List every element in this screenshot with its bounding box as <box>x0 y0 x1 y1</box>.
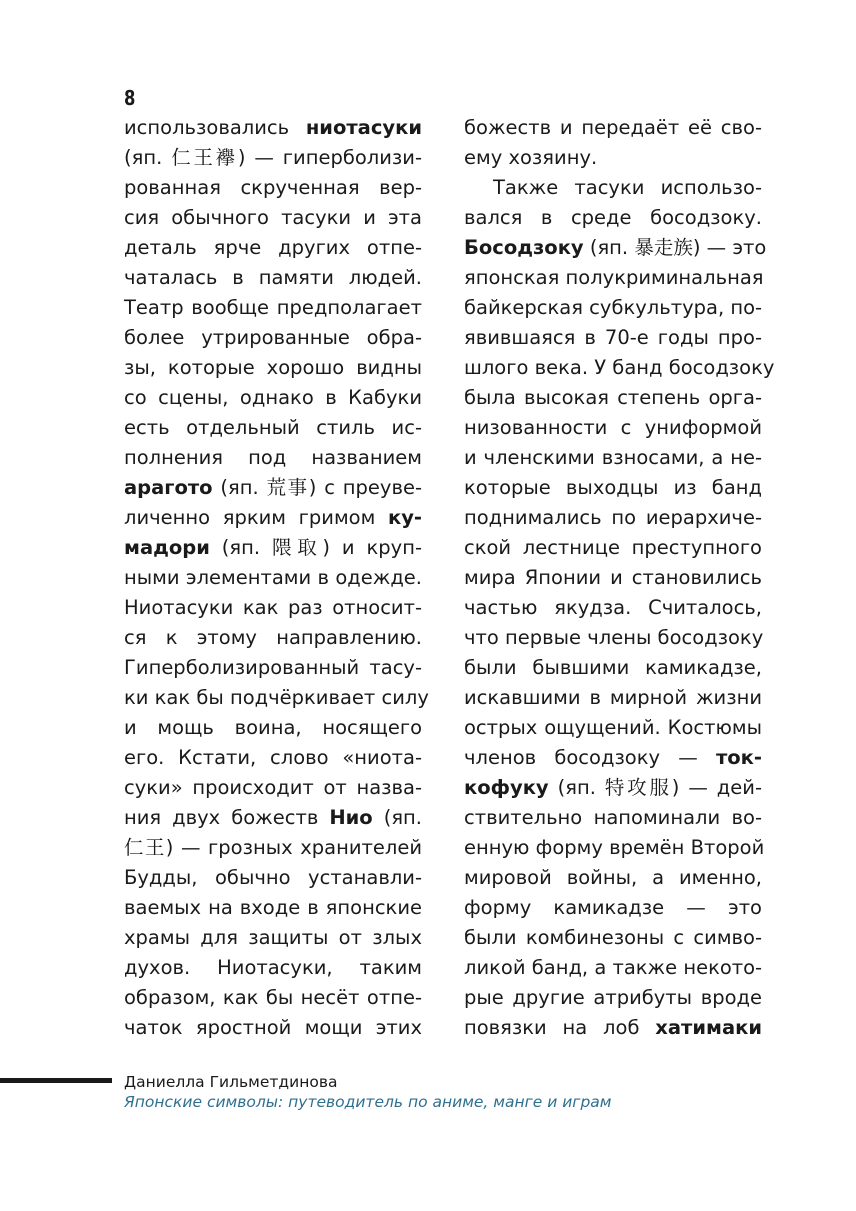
text-line: ки как бы подчёркивает силу <box>124 686 429 709</box>
text-line: членов босодзоку — ток- <box>464 746 762 769</box>
term-nio: Нио <box>329 806 373 829</box>
text-line: использовались ниотасуки <box>124 116 422 139</box>
text-line: рые другие атрибуты вроде <box>464 986 762 1009</box>
term-aragoto: арагото <box>124 476 213 499</box>
text-line: 仁王) — грозных хранителей <box>124 836 422 859</box>
term-hachimaki: хатимаки <box>655 1016 762 1039</box>
text-line: духов. Ниотасуки, таким <box>124 956 422 979</box>
text-line: и членскими взносами, а не- <box>464 446 762 469</box>
text-line: мировой войны, а именно, <box>464 866 762 889</box>
term-tokkofuku-part2: кофуку <box>464 776 549 799</box>
text-line: была высокая степень орга- <box>464 386 762 409</box>
left-text-column <box>124 113 429 1043</box>
term-kumadori-part1: ку- <box>387 506 422 529</box>
text-line: деталь ярче других отпе- <box>124 236 422 259</box>
text-line: были бывшими камикадзе, <box>464 656 762 679</box>
text-line: есть отдельный стиль ис- <box>124 416 422 439</box>
text-line: (яп. 仁王襷) — гиперболизи- <box>124 146 422 169</box>
text-line: ему хозяину. <box>464 146 598 169</box>
text-line: повязки на лоб хатимаки <box>464 1016 762 1039</box>
text-line: шлого века. У банд босодзоку <box>464 356 775 379</box>
text-line: ными элементами в одежде. <box>124 566 422 589</box>
text-line: искавшими в мирной жизни <box>464 686 762 709</box>
text-line: были комбинезоны с симво- <box>464 926 762 949</box>
text-line: Ниотасуки как раз относит- <box>124 596 422 619</box>
text-line: личенно ярким гримом ку- <box>124 506 422 529</box>
text-line: рованная скрученная вер- <box>124 176 422 199</box>
text-line: сия обычного тасуки и эта <box>124 206 422 229</box>
text-line: божеств и передаёт её сво- <box>464 116 762 139</box>
text-line: ваемых на входе в японские <box>124 896 422 919</box>
term-kumadori-part2: мадори <box>124 536 210 559</box>
paragraph-start-line: Также тасуки использо- <box>493 176 762 199</box>
text-line: Будды, обычно устанавли- <box>124 866 422 889</box>
text-line: со сцены, однако в Кабуки <box>124 386 422 409</box>
text-line: храмы для защиты от злых <box>124 926 422 949</box>
text-line: кофуку (яп. 特攻服) — дей- <box>464 776 762 799</box>
text-line: что первые члены босодзоку <box>464 626 764 649</box>
text-line: поднимались по иерархиче- <box>464 506 762 529</box>
text-line: более утрированные обра- <box>124 326 422 349</box>
text-line: енную форму времён Второй <box>464 836 765 859</box>
text-line: ся к этому направлению. <box>124 626 422 649</box>
text-line: образом, как бы несёт отпе- <box>124 986 422 1009</box>
text-line: Гиперболизированный тасу- <box>124 656 422 679</box>
text-line: низованности с униформой <box>464 416 762 439</box>
text-line: полнения под названием <box>124 446 422 469</box>
text-line: мадори (яп. 隈取) и круп- <box>124 536 422 559</box>
text-line: частью якудза. Считалось, <box>464 596 762 619</box>
text-line: японская полукриминальная <box>464 266 764 289</box>
text-line: ния двух божеств Нио (яп. <box>124 806 422 829</box>
footer-author: Даниелла Гильметдинова <box>124 1073 338 1091</box>
text-line: байкерская субкультура, по- <box>464 296 763 319</box>
term-bosozoku: Босодзоку <box>464 236 584 259</box>
text-line: чаток яростной мощи этих <box>124 1016 422 1039</box>
right-text-column <box>464 113 775 1043</box>
text-line: чаталась в памяти людей. <box>124 266 422 289</box>
text-line: Босодзоку (яп. 暴走族) — это <box>464 236 767 259</box>
text-line: ликой банд, а также некото- <box>464 956 763 979</box>
text-line: его. Кстати, слово «ниота- <box>124 746 422 769</box>
term-tokkofuku-part1: ток- <box>715 746 762 769</box>
page-number: 8 <box>124 86 135 110</box>
text-line: Театр вообще предполагает <box>124 296 422 319</box>
text-line: ствительно напоминали во- <box>464 806 762 829</box>
text-line: арагото (яп. 荒事) с преуве- <box>124 476 422 499</box>
text-line: мира Японии и становились <box>464 566 762 589</box>
text-line: которые выходцы из банд <box>464 476 762 499</box>
text-line: и мощь воина, носящего <box>124 716 422 739</box>
footer-rule <box>0 1078 112 1083</box>
text-line: явившаяся в 70-е годы про- <box>464 326 762 349</box>
text-line: суки» происходит от назва- <box>124 776 422 799</box>
term-niotasuki: ниотасуки <box>305 116 422 139</box>
text-line: ской лестнице преступного <box>464 536 762 559</box>
text-line: форму камикадзе — это <box>464 896 762 919</box>
text-line: зы, которые хорошо видны <box>124 356 422 379</box>
text-line: вался в среде босодзоку. <box>464 206 762 229</box>
text-line: острых ощущений. Костюмы <box>464 716 762 739</box>
footer-book-title: Японские символы: путеводитель по аниме, манге и играм <box>124 1093 612 1111</box>
